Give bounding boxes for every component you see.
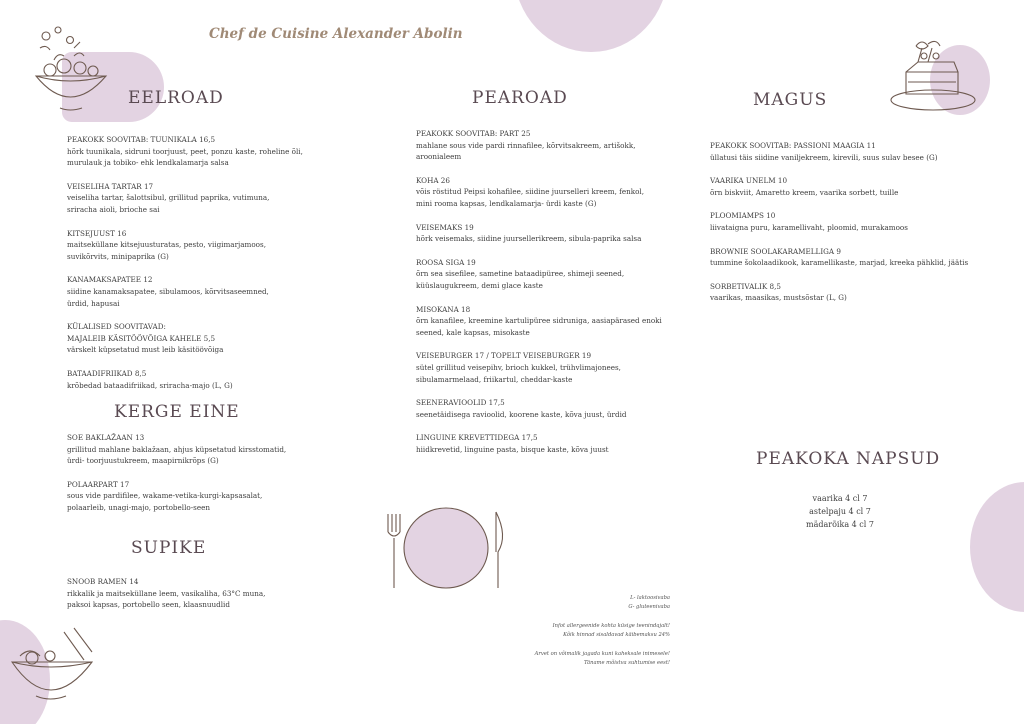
menu-item bbox=[67, 576, 357, 611]
salad-bowl-icon bbox=[30, 26, 110, 112]
menu-item-name: SORBETIVALIK 8,5 bbox=[710, 281, 781, 291]
plate-cutlery-icon bbox=[384, 506, 510, 592]
allergen-note: G- gluteenivaba bbox=[628, 603, 670, 610]
menu-item-name: POLAARPART 17 bbox=[67, 479, 130, 489]
menu-item-description: ürdi- toorjuustukreem, maapirnikrõps (G) bbox=[67, 456, 219, 466]
menu-list-pearoad bbox=[416, 128, 686, 467]
menu-list-eelroad bbox=[67, 134, 357, 403]
menu-list-kerge-eine bbox=[67, 432, 357, 526]
section-title-peakoka-napsud: PEAKOKA NAPSUD bbox=[756, 449, 941, 469]
info-note: Infot allergeenide kohta küsige teenindajalt! bbox=[552, 623, 670, 629]
menu-item-name: ROOSA SIGA 19 bbox=[416, 257, 476, 267]
menu-item-description: rikkalik ja maitseküllane leem, vasikaliha, 63°C muna, bbox=[67, 588, 266, 598]
menu-item-description: õrn kanafilee, kreemine kartulipüree sidruniga, aasiapärased enoki bbox=[416, 316, 662, 326]
menu-item-description: värskelt küpsetatud must leib käsitöövõiga bbox=[67, 345, 224, 355]
section-title-kerge-eine: KERGE EINE bbox=[114, 402, 240, 422]
ramen-bowl-icon bbox=[6, 622, 100, 706]
menu-item-description: seenetäidisega ravioolid, koorene kaste, kõva juust, ürdid bbox=[416, 409, 627, 419]
menu-item-description: polaarleib, unagi-majo, portobello-seen bbox=[67, 502, 210, 512]
menu-item-description: liivataigna puru, karamellivaht, ploomid, murakamoos bbox=[710, 222, 908, 232]
chef-title: Chef de Cuisine Alexander Abolin bbox=[209, 26, 463, 42]
menu-item-description: sütel grillitud veisepihv, brioch kukkel, trühvlimajonees, bbox=[416, 362, 621, 372]
menu-item bbox=[416, 175, 686, 210]
menu-item-description: grillitud mahlane baklažaan, ahjus küpsetatud kirsstomatid, bbox=[67, 444, 287, 454]
menu-list-magus bbox=[710, 140, 990, 316]
menu-item-name: SEENERAVIOOLID 17,5 bbox=[416, 398, 505, 408]
napsud-list bbox=[785, 492, 895, 531]
napsud-item: vaarika 4 cl 7 bbox=[812, 494, 868, 503]
menu-item-description: vaarikas, maasikas, mustsõstar (L, G) bbox=[710, 293, 847, 303]
menu-item-description: veiseliha tartar, šalottsibul, grillitud paprika, vutimuna, bbox=[67, 193, 270, 203]
menu-item bbox=[67, 181, 357, 216]
section-title-eelroad: EELROAD bbox=[128, 88, 224, 108]
menu-item-name: PLOOMIAMPS 10 bbox=[710, 211, 776, 221]
allergen-note: L- laktoosivaba bbox=[630, 595, 670, 601]
menu-item bbox=[67, 274, 357, 309]
menu-item-name: KOHA 26 bbox=[416, 175, 450, 185]
menu-item-description: MAJALEIB KÄSITÖÖVÕIGA KAHELE 5,5 bbox=[67, 333, 216, 343]
napsud-item: astelpaju 4 cl 7 bbox=[809, 507, 871, 516]
menu-item-description: hõrk tuunikala, sidruni toorjuust, peet, ponzu kaste, roheline õli, bbox=[67, 146, 303, 156]
menu-item-description: sibulamarmelaad, friikartul, cheddar-kaste bbox=[416, 374, 573, 384]
menu-item-description: tummine šokolaadikook, karamellikaste, marjad, kreeka pähklid, jäätis bbox=[710, 258, 969, 268]
menu-item-description: õrn biskviit, Amaretto kreem, vaarika sorbett, tuille bbox=[710, 187, 899, 197]
menu-item-description: ürdid, hapusai bbox=[67, 298, 120, 308]
menu-item bbox=[416, 128, 686, 163]
section-title-pearoad: PEAROAD bbox=[472, 88, 568, 108]
menu-item-description: seened, kale kapsas, misokaste bbox=[416, 327, 530, 337]
menu-item-name: MISOKANA 18 bbox=[416, 304, 471, 314]
menu-item bbox=[67, 368, 357, 391]
menu-item-description: siidine kanamaksapatee, sibulamoos, kõrvitsaseemned, bbox=[67, 286, 269, 296]
menu-item bbox=[416, 304, 686, 339]
menu-item-description: mini rooma kapsas, lendkalamarja- ürdi kaste (G) bbox=[416, 198, 597, 208]
menu-item-description: krõbedad bataadifriikad, sriracha-majo (L, G) bbox=[67, 380, 233, 390]
menu-item-name: VEISEBURGER 17 / TOPELT VEISEBURGER 19 bbox=[416, 351, 592, 361]
cake-icon bbox=[888, 38, 978, 114]
menu-item bbox=[710, 246, 990, 269]
bill-note: Arvet on võimalik jagada kuni kaheksale inimesele! bbox=[534, 651, 670, 657]
menu-item-description: suvikõrvits, minipaprika (G) bbox=[67, 251, 169, 261]
menu-item-description: hiidkrevetid, linguine pasta, bisque kaste, kõva juust bbox=[416, 444, 609, 454]
section-title-magus: MAGUS bbox=[753, 90, 828, 110]
section-title-supike: SUPIKE bbox=[131, 538, 207, 558]
footnotes bbox=[470, 594, 670, 678]
menu-item bbox=[710, 175, 990, 198]
menu-item-description: võis röstitud Peipsi kohafilee, siidine juurselleri kreem, fenkol, bbox=[416, 187, 644, 197]
decor-blob bbox=[514, 0, 668, 52]
bill-note: Täname mõistva suhtumise eest! bbox=[583, 659, 670, 666]
menu-item-description: sous vide pardifilee, wakame-vetika-kurgi-kapsasalat, bbox=[67, 491, 263, 501]
menu-item-name: VEISEMAKS 19 bbox=[416, 222, 474, 232]
menu-item-name: SOE BAKLAŽAAN 13 bbox=[67, 433, 145, 442]
info-notes bbox=[470, 622, 670, 639]
menu-item-description: paksoi kapsas, portobello seen, klaasnuudlid bbox=[67, 600, 230, 610]
menu-item-description: üllatusi täis siidine vaniljekreem, kirevili, suus sulav besee (G) bbox=[710, 152, 938, 162]
menu-item-description: sriracha aioli, brioche sai bbox=[67, 204, 160, 214]
menu-item bbox=[416, 222, 686, 245]
decor-blob bbox=[970, 482, 1024, 612]
menu-item bbox=[710, 281, 990, 304]
menu-item bbox=[416, 432, 686, 455]
menu-item bbox=[67, 479, 357, 514]
menu-item-description: aroonialeem bbox=[416, 152, 462, 162]
menu-item-name: KITSEJUUST 16 bbox=[67, 228, 127, 238]
menu-item-description: õrn sea sisefilee, sametine bataadipüree, shimeji seened, bbox=[416, 269, 625, 279]
allergen-legend bbox=[470, 594, 670, 611]
menu-item bbox=[67, 321, 357, 356]
menu-item-description: murulauk ja tobiko- ehk lendkalamarja salsa bbox=[67, 158, 229, 168]
menu-item-name: VEISELIHA TARTAR 17 bbox=[67, 181, 154, 191]
napsud-item: mädarõika 4 cl 7 bbox=[806, 520, 874, 529]
menu-item-name: BATAADIFRIIKAD 8,5 bbox=[67, 368, 147, 378]
menu-item-name: PEAKOKK SOOVITAB: TUUNIKALA 16,5 bbox=[67, 135, 216, 144]
menu-item bbox=[416, 350, 686, 385]
menu-item bbox=[67, 432, 357, 467]
bill-notes bbox=[470, 650, 670, 667]
menu-item-name: KANAMAKSAPATEE 12 bbox=[67, 275, 153, 285]
menu-item bbox=[710, 140, 990, 163]
menu-item-name: SNOOB RAMEN 14 bbox=[67, 577, 139, 586]
menu-item bbox=[67, 134, 357, 169]
info-note: Kõik hinnad sisaldavad käibemaksu 24% bbox=[563, 631, 670, 638]
menu-item-description: mahlane sous vide pardi rinnafilee, kõrvitsakreem, artišokk, bbox=[416, 140, 636, 150]
menu-item-name: PEAKOKK SOOVITAB: PASSIONI MAAGIA 11 bbox=[710, 141, 876, 150]
menu-item-name: BROWNIE SOOLAKARAMELLIGA 9 bbox=[710, 246, 841, 256]
menu-item-name: LINGUINE KREVETTIDEGA 17,5 bbox=[416, 433, 538, 443]
menu-item-description: maitseküllane kitsejuusturatas, pesto, viigimarjamoos, bbox=[67, 240, 266, 250]
menu-item bbox=[710, 210, 990, 233]
menu-item-description: hõrk veisemaks, siidine juursellerikreem, sibula-paprika salsa bbox=[416, 234, 642, 244]
menu-item-name: VAARIKA UNELM 10 bbox=[710, 176, 788, 186]
menu-item-name: KÜLALISED SOOVITAVAD: bbox=[67, 322, 166, 332]
menu-item-description: küüslaugukreem, demi glace kaste bbox=[416, 280, 543, 290]
menu-item bbox=[416, 397, 686, 420]
menu-item-name: PEAKOKK SOOVITAB: PART 25 bbox=[416, 129, 531, 138]
menu-item bbox=[67, 228, 357, 263]
menu-list-supike bbox=[67, 576, 357, 623]
menu-item bbox=[416, 257, 686, 292]
